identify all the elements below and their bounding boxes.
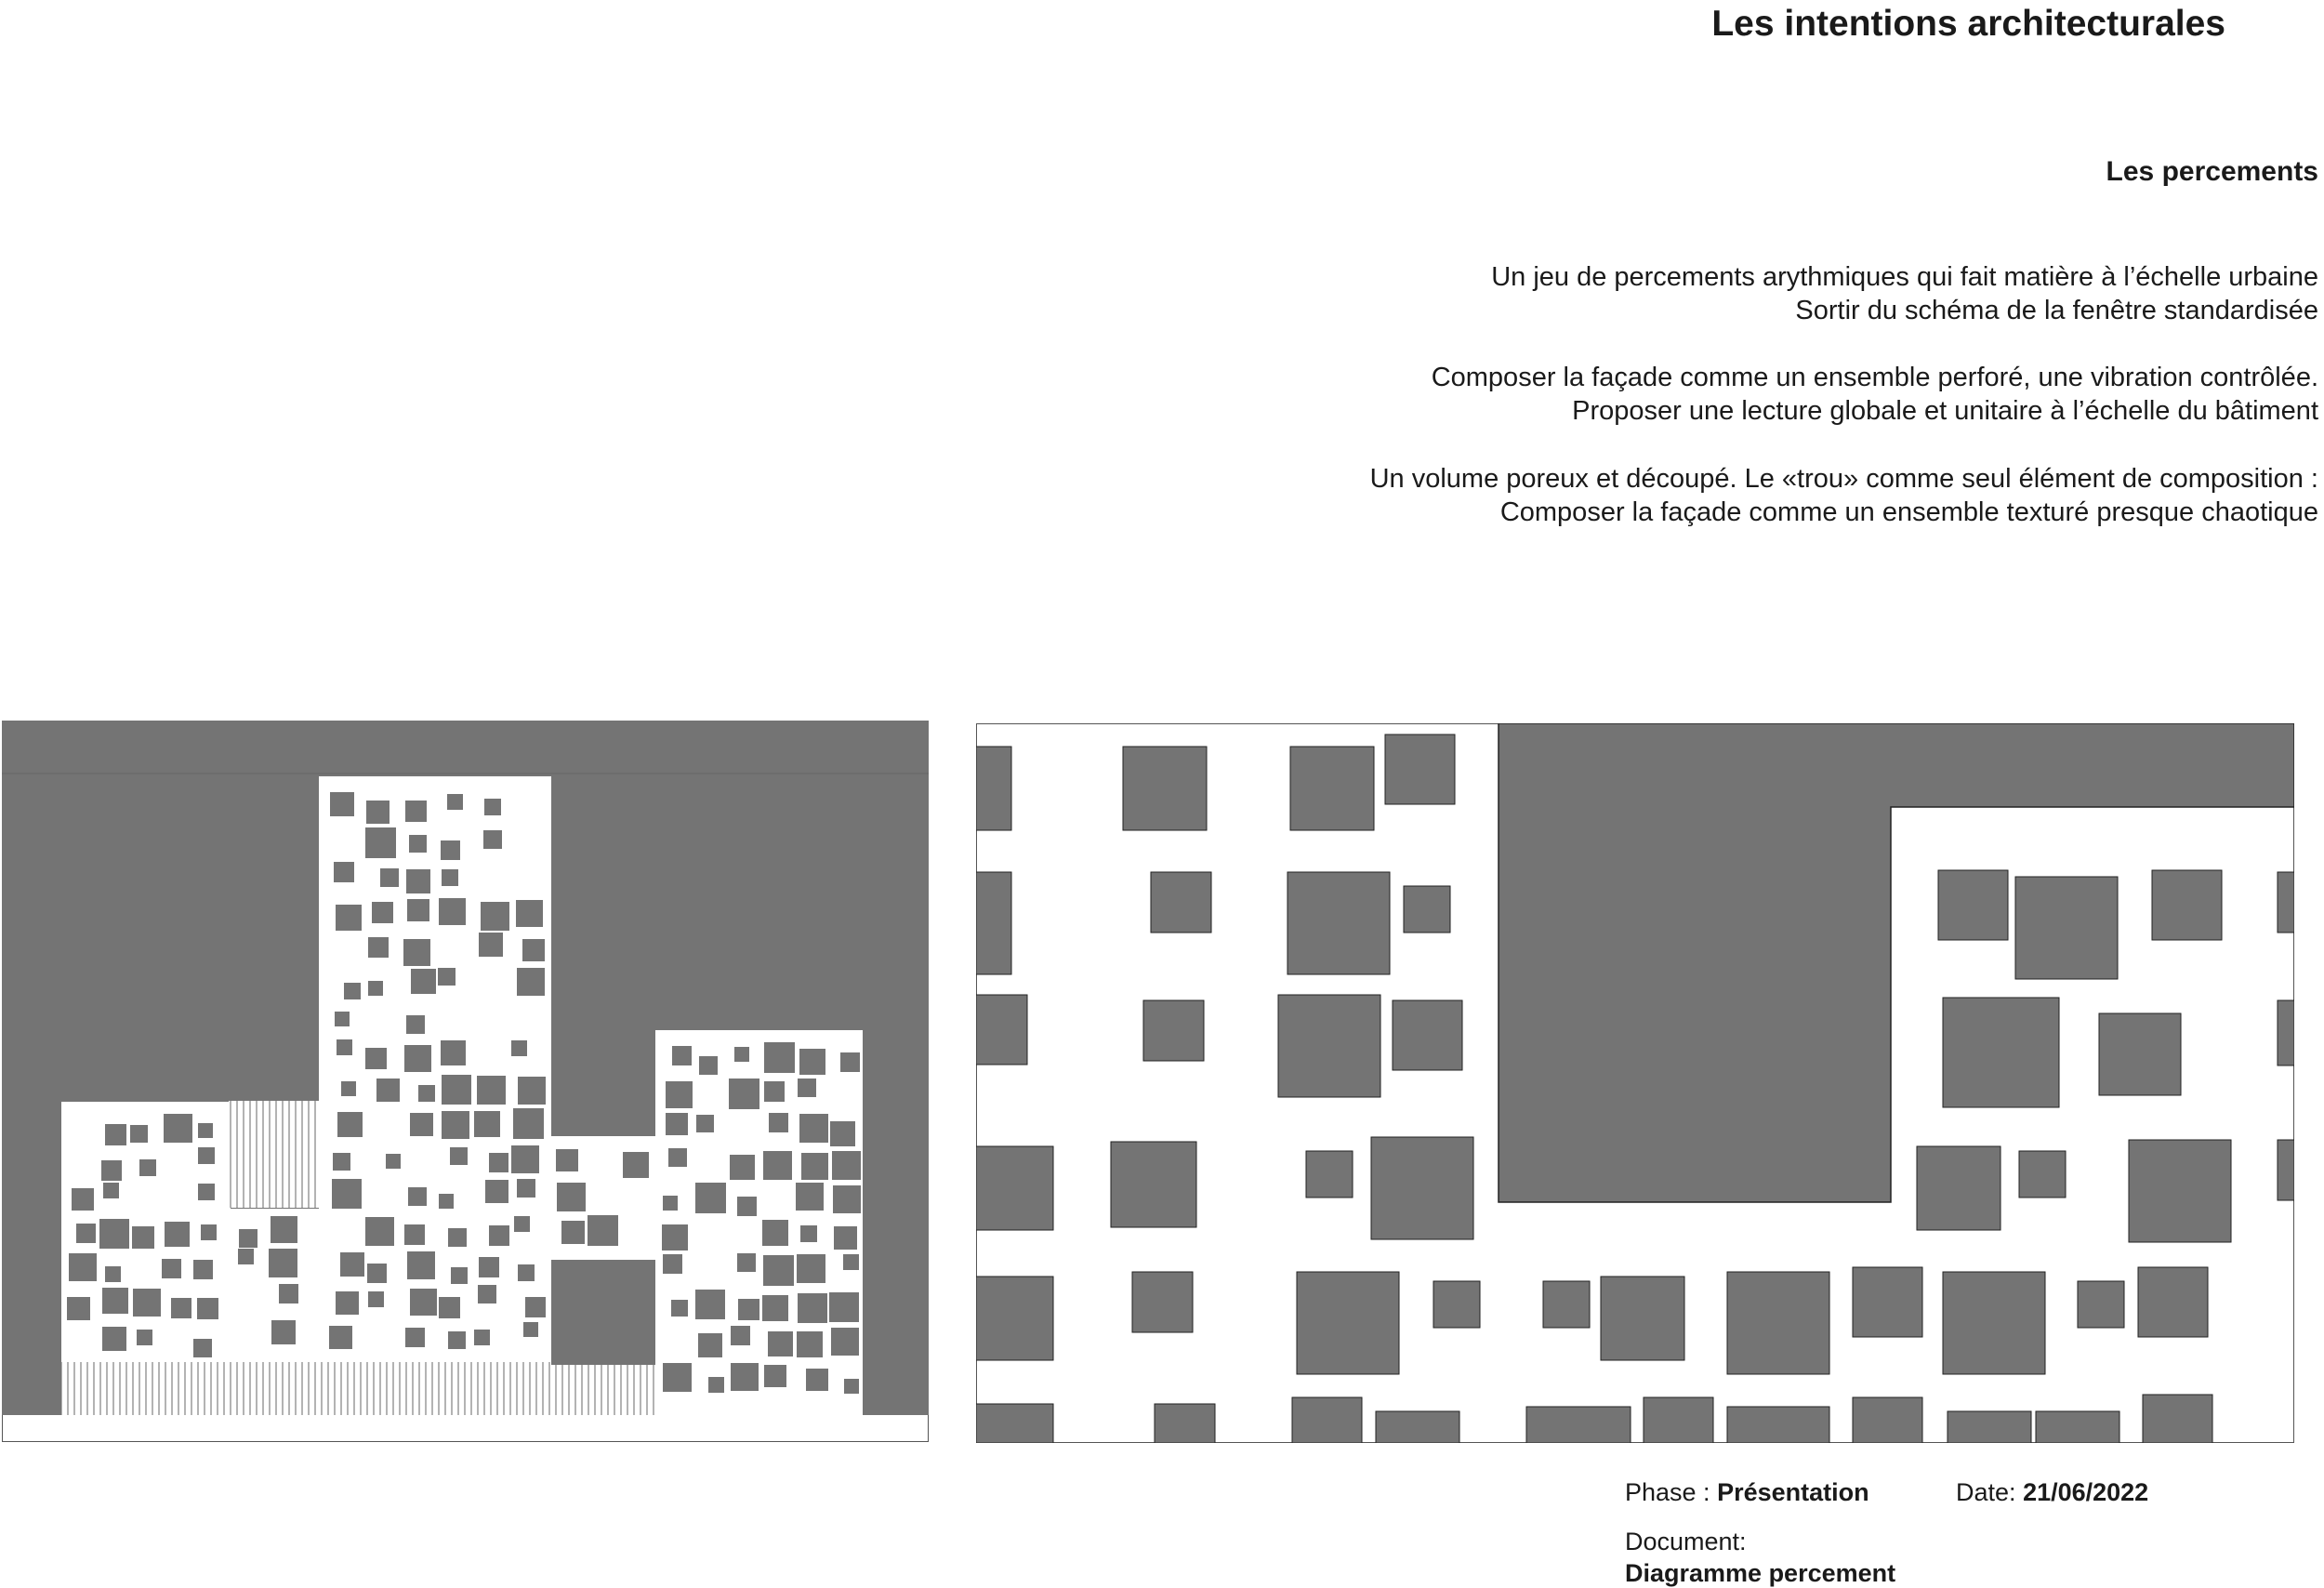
window-opening [2278,1140,2294,1200]
intro-paragraph-2 [1432,361,2318,428]
solid-mass [551,1260,655,1365]
window-opening [525,1297,546,1317]
window-opening [411,969,436,994]
window-opening [406,1015,425,1034]
window-opening [763,1151,792,1180]
window-opening [105,1266,121,1282]
window-opening [2152,870,2222,940]
window-opening [843,1254,859,1270]
window-opening [404,1045,431,1072]
window-opening [1727,1407,1829,1443]
window-opening [197,1298,218,1319]
window-opening [764,1081,785,1102]
window-opening [762,1295,788,1321]
window-opening [132,1226,154,1249]
window-opening [365,1048,387,1069]
window-opening [439,1194,454,1209]
window-opening [698,1333,722,1357]
page-title: Les intentions architecturales [1711,4,2225,44]
window-opening [833,1185,861,1213]
window-opening [844,1379,859,1394]
window-opening [796,1183,824,1211]
window-opening [671,1300,688,1317]
window-opening [1376,1411,1459,1443]
window-opening [737,1253,756,1272]
window-opening [734,1047,749,1062]
window-opening [340,1252,364,1277]
date-label: Date: [1956,1478,2016,1506]
window-opening [407,1251,435,1279]
window-opening [479,933,503,957]
window-opening [832,1151,861,1180]
facade-elevation-diagram [2,721,929,1442]
window-opening [139,1159,156,1176]
window-opening [663,1363,692,1392]
window-opening [588,1215,618,1246]
window-opening [406,869,430,893]
window-opening [2143,1395,2212,1443]
window-opening [162,1259,181,1278]
window-opening [69,1253,97,1281]
window-opening [976,1146,1053,1230]
window-opening [1297,1272,1399,1374]
date-field [1956,1478,2148,1507]
window-opening [763,1255,794,1286]
window-opening [764,1042,795,1073]
window-opening [403,939,430,966]
window-opening [666,1081,693,1108]
window-opening [799,1049,825,1075]
window-opening [99,1219,129,1249]
window-opening [478,1285,496,1303]
window-opening [365,1217,394,1246]
window-opening [368,937,389,958]
window-opening [806,1369,828,1391]
window-opening [336,1291,359,1315]
window-opening [271,1216,297,1243]
window-opening [438,968,456,986]
window-opening [337,1039,352,1055]
window-opening [1278,995,1380,1097]
window-opening [367,1264,387,1283]
window-opening [976,1277,1053,1360]
window-opening [518,1264,535,1281]
window-opening [1644,1397,1713,1443]
window-opening [1132,1272,1193,1332]
window-opening [730,1155,755,1180]
window-opening [799,1114,828,1143]
window-opening [271,1320,296,1344]
window-opening [334,862,354,882]
window-opening [768,1331,793,1356]
window-opening [2036,1411,2119,1443]
window-opening [407,899,429,921]
window-opening [101,1160,122,1181]
window-opening [2138,1267,2208,1337]
window-opening [365,827,396,858]
window-opening [404,1224,425,1245]
window-opening [1853,1397,1922,1443]
hatched-plinth [61,1362,656,1415]
intro-paragraph-1 [1491,260,2318,327]
window-opening [695,1290,725,1319]
window-opening [798,1293,827,1323]
intro-line: Proposer une lecture globale et unitaire à l’échelle du bâtiment [1572,396,2318,426]
window-opening [514,1216,530,1232]
window-opening [442,1075,471,1105]
window-opening [489,1153,508,1172]
window-opening [409,835,427,853]
window-opening [2278,1000,2294,1065]
window-opening [1143,1000,1204,1061]
window-opening [341,1081,356,1096]
window-opening [336,905,362,931]
opening-detail-diagram [976,723,2294,1443]
document-label: Document: [1625,1528,1747,1555]
window-opening [451,1267,468,1284]
window-opening [405,801,427,822]
window-opening [337,1112,363,1137]
window-opening [557,1183,586,1211]
window-opening [517,968,545,996]
window-opening [484,799,501,815]
window-opening [366,801,390,824]
document-value: Diagramme percement [1625,1559,1896,1587]
window-opening [829,1292,859,1322]
window-opening [1287,872,1390,974]
window-opening [372,902,393,923]
window-opening [1938,870,2008,940]
window-opening [672,1046,692,1065]
window-opening [738,1299,759,1320]
window-opening [831,1328,859,1356]
phase-value: Présentation [1717,1478,1869,1506]
window-opening [418,1085,435,1102]
window-opening [368,981,383,996]
window-opening [699,1056,718,1075]
window-opening [2278,872,2294,933]
window-opening [663,1196,678,1211]
window-opening [522,939,545,961]
window-opening [330,792,354,816]
window-opening [441,1040,466,1065]
window-opening [137,1330,152,1345]
window-opening [623,1152,649,1178]
window-opening [102,1327,126,1351]
window-opening [1404,886,1450,933]
window-opening [523,1322,538,1337]
window-opening [1151,872,1211,933]
window-opening [474,1111,500,1137]
window-opening [668,1148,687,1167]
window-opening [1526,1407,1631,1443]
window-opening [198,1123,213,1138]
window-opening [764,1365,786,1387]
window-opening [976,747,1011,830]
window-opening [511,1040,527,1056]
window-opening [798,1079,816,1097]
window-opening [1292,1397,1362,1443]
window-opening [483,830,502,849]
window-opening [976,1404,1053,1443]
window-opening [663,1254,682,1274]
window-opening [408,1187,427,1206]
window-opening [447,794,463,810]
window-opening [239,1229,257,1248]
window-opening [474,1330,490,1345]
window-opening [1943,998,2059,1107]
window-opening [279,1284,298,1303]
window-opening [511,1145,539,1173]
intro-line: Sortir du schéma de la fenêtre standardisée [1795,296,2318,325]
window-opening [976,872,1011,974]
window-opening [800,1225,817,1242]
window-opening [198,1147,215,1164]
window-opening [368,1291,384,1307]
window-opening [1155,1404,1215,1443]
window-opening [695,1183,726,1213]
window-opening [479,1257,499,1277]
phase-field [1625,1478,1869,1507]
window-opening [830,1121,855,1146]
intro-line: Composer la façade comme un ensemble perforé, une vibration contrôlée. [1431,363,2318,392]
window-opening [1948,1411,2031,1443]
window-opening [1727,1272,1829,1374]
window-opening [561,1221,585,1244]
window-opening [1393,1000,1462,1070]
intro-line: Un volume poreux et découpé. Le «trou» comme seul élément de composition : [1369,464,2318,494]
window-opening [201,1224,217,1240]
window-opening [1371,1137,1473,1239]
window-opening [198,1184,215,1200]
window-opening [193,1260,213,1279]
window-opening [2078,1281,2124,1328]
phase-label: Phase : [1625,1478,1710,1506]
window-opening [332,1179,362,1209]
window-opening [67,1297,90,1320]
window-opening [708,1377,724,1393]
window-opening [516,900,543,927]
window-opening [666,1113,688,1135]
window-opening [696,1115,714,1132]
window-opening [769,1113,788,1132]
section-title: Les percements [2106,156,2318,187]
window-opening [442,869,458,886]
window-opening [103,1183,119,1198]
window-opening [405,1328,425,1347]
window-opening [2129,1140,2231,1242]
window-opening [165,1222,190,1247]
date-value: 21/06/2022 [2023,1478,2149,1506]
window-opening [2099,1013,2181,1095]
window-opening [513,1108,544,1139]
window-opening [517,1179,535,1198]
window-opening [193,1339,212,1357]
window-opening [662,1224,688,1251]
window-opening [729,1079,759,1109]
window-opening [737,1197,757,1216]
window-opening [481,902,509,931]
window-opening [489,1225,509,1246]
window-opening [450,1147,468,1165]
window-opening [133,1289,161,1317]
window-opening [1543,1281,1590,1328]
window-opening [441,840,460,860]
window-opening [762,1220,788,1246]
window-opening [410,1113,433,1136]
window-opening [1853,1267,1922,1337]
window-opening [1123,747,1207,830]
window-opening [1306,1151,1353,1198]
window-opening [164,1114,192,1143]
window-opening [410,1289,437,1316]
window-opening [238,1249,254,1264]
window-opening [2015,877,2118,979]
window-opening [1943,1272,2045,1374]
window-opening [731,1326,750,1345]
window-opening [1385,734,1455,804]
window-opening [2019,1151,2066,1198]
window-opening [386,1154,401,1169]
window-opening [556,1149,578,1171]
window-opening [439,898,466,925]
window-opening [518,1077,546,1105]
window-opening [1290,747,1374,830]
window-opening [1917,1146,2000,1230]
window-opening [439,1297,460,1318]
window-opening [731,1363,759,1391]
window-opening [797,1331,823,1357]
window-opening [477,1076,506,1105]
window-opening [834,1226,857,1250]
window-opening [171,1298,191,1318]
window-opening [130,1125,148,1143]
window-opening [485,1180,508,1203]
window-opening [448,1228,467,1247]
window-opening [801,1153,828,1180]
window-opening [376,1079,400,1102]
window-opening [1111,1142,1196,1227]
intro-line: Un jeu de percements arythmiques qui fait matière à l’échelle urbaine [1491,262,2318,292]
window-opening [335,1012,350,1026]
intro-line: Composer la façade comme un ensemble texturé presque chaotique [1499,497,2318,527]
intro-paragraph-3 [1370,462,2318,529]
window-opening [329,1326,352,1349]
window-opening [380,868,399,887]
window-opening [442,1111,469,1139]
window-opening [1601,1277,1684,1360]
window-opening [448,1331,466,1349]
window-opening [72,1188,94,1211]
window-opening [797,1254,825,1283]
window-opening [105,1124,126,1145]
window-opening [1433,1281,1480,1328]
hatched-terrace [229,1101,321,1208]
window-opening [344,983,361,999]
window-opening [976,995,1027,1065]
window-opening [840,1052,860,1072]
window-opening [333,1153,350,1171]
window-opening [76,1224,96,1243]
window-opening [269,1249,297,1277]
window-opening [102,1288,128,1314]
